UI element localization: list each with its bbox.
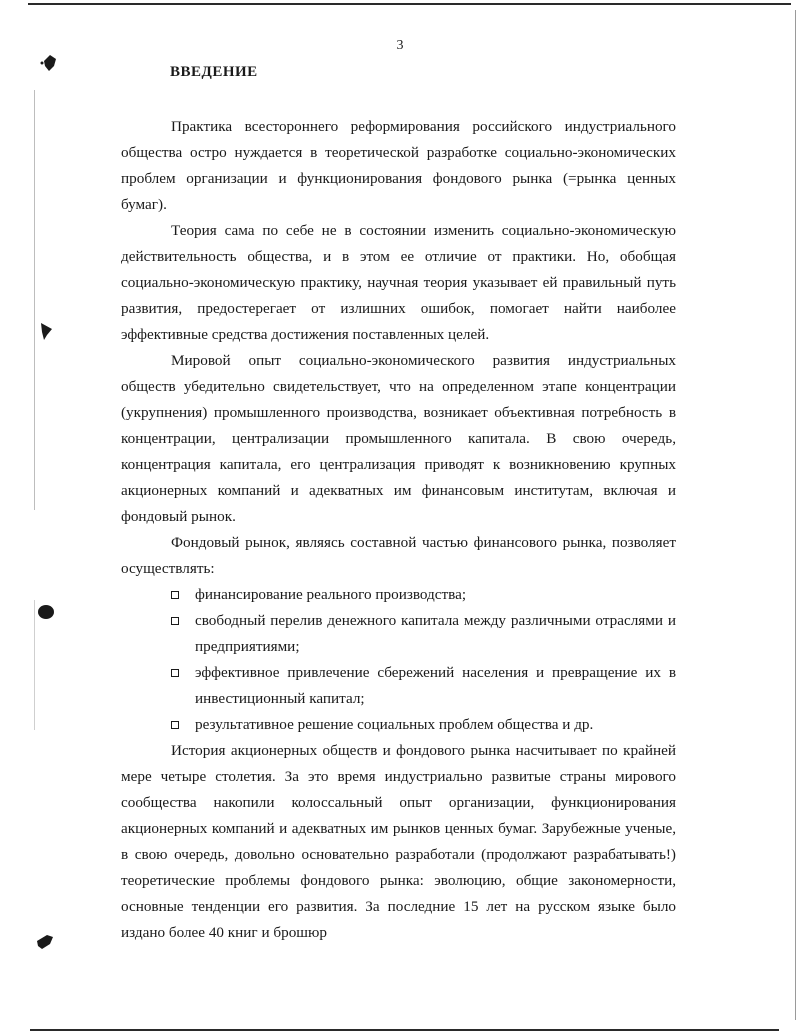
scan-edge-top bbox=[28, 3, 791, 5]
bullet-list bbox=[121, 582, 676, 738]
square-bullet-icon bbox=[171, 617, 179, 625]
binder-hole-mark bbox=[40, 52, 62, 74]
binder-hole-mark bbox=[34, 932, 56, 952]
scan-edge-left bbox=[34, 90, 35, 510]
list-item bbox=[195, 712, 676, 738]
binder-hole-mark bbox=[38, 320, 58, 342]
list-item-text: свободный перелив денежного капитала между различными отраслями и предприятиями; bbox=[195, 612, 676, 655]
list-item bbox=[195, 582, 676, 608]
list-item bbox=[195, 660, 676, 712]
list-item-text: эффективное привлечение сбережений населения и превращение их в инвестиционный капитал; bbox=[195, 664, 676, 707]
paragraph: Практика всестороннего реформирования российского индустриального общества остро нуждается в теоретической разработке социально-экономических проблем организации и функционирования фондового рынка (=рынка ценных бумаг). bbox=[121, 118, 676, 213]
section-heading: ВВЕДЕНИЕ bbox=[170, 64, 258, 80]
scan-edge-bottom bbox=[30, 1029, 779, 1031]
scan-edge-left-lower bbox=[34, 600, 35, 730]
paragraph: Теория сама по себе не в состоянии изменить социально-экономическую действительность общества, и в этом ее отличие от практики. Но, обобщая социально-экономическую практику, научная теория указывает ей правильный путь развития, предостерегает от излишних ошибок, помогает найти наиболее эффективные средства достижения поставленных целей. bbox=[121, 222, 676, 343]
square-bullet-icon bbox=[171, 591, 179, 599]
page-body bbox=[121, 114, 676, 946]
list-item bbox=[195, 608, 676, 660]
paragraph: История акционерных обществ и фондового рынка насчитывает по крайней мере четыре столетия. За это время индустриально развитые страны мирового сообщества накопили колоссальный опыт организации, функционирования акционерных компаний и адекватных им рынков ценных бумаг. Зарубежные ученые, в свою очередь, довольно основательно разработали (продолжают разрабатывать!) теоретические проблемы фондового рынка: эволюцию, общие закономерности, основные тенденции его развития. За последние 15 лет на русском языке было издано более 40 книг и брошюр bbox=[121, 742, 676, 941]
paragraph: Мировой опыт социально-экономического развития индустриальных обществ убедительно свидетельствует, что на определенном этапе концентрации (укрупнения) промышленного производства, возникает объективная потребность в концентрации, централизации промышленного капитала. В свою очередь, концентрация капитала, его централизация приводят к возникновению крупных акционерных компаний и адекватных им финансовым институтам, включая и фондовый рынок. bbox=[121, 352, 676, 525]
binder-hole-mark bbox=[36, 602, 56, 622]
list-item-text: результативное решение социальных проблем общества и др. bbox=[195, 716, 594, 733]
scan-edge-right bbox=[795, 10, 796, 1020]
square-bullet-icon bbox=[171, 669, 179, 677]
page-number: 3 bbox=[396, 38, 404, 53]
square-bullet-icon bbox=[171, 721, 179, 729]
paragraph: Фондовый рынок, являясь составной частью финансового рынка, позволяет осуществлять: bbox=[121, 534, 676, 577]
list-item-text: финансирование реального производства; bbox=[195, 586, 467, 603]
